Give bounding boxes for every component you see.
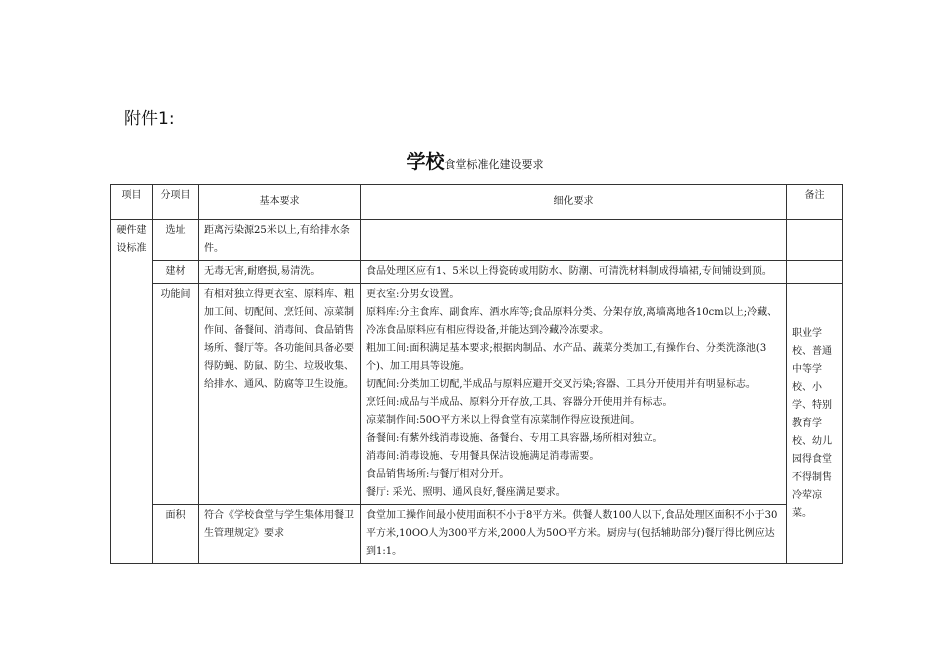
detail-line: 更衣室:分男女设置。 [366,289,460,300]
item-name-cell: 硬件建设标准 [111,220,153,564]
requirements-table [110,184,843,564]
detail-line: 粗加工间:面积满足基本要求;根据肉制品、水产品、蔬菜分类加工,有操作台、分类洗涤池(3个)、加工用具等设施。 [366,343,767,372]
site-name: 选址 [153,220,199,261]
table-row-function [111,284,843,505]
detail-line: 食品销售场所:与餐厅相对分开。 [366,469,510,480]
function-name: 功能间 [153,284,199,505]
detail-line: 切配间:分类加工切配,半成品与原料应避开交叉污染;容器、工具分开使用并有明显标志。 [366,379,756,390]
table-row-area [111,505,843,564]
detail-line: 烹饪间:成品与半成品、原料分开存放,工具、容器分开使用并有标志。 [366,397,673,408]
header-subitem: 分项目 [153,185,199,220]
table-header-row [111,185,843,220]
table-row-material [111,261,843,284]
material-detail: 食品处理区应有1、5米以上得瓷砖或用防水、防潮、可清洗材料制成得墙裙,专间铺设到顶。 [361,261,787,284]
attachment-label: 附件1: [124,109,175,129]
detail-line: 餐厅: 采光、照明、通风良好,餐座满足要求。 [366,487,566,498]
area-name: 面积 [153,505,199,564]
header-item: 项目 [111,185,153,220]
detail-line: 原料库:分主食库、副食库、酒水库等;食品原料分类、分架存放,离墙离地各10cm以上;冷藏、冷冻食品原料应有相应得设备,并能达到冷藏冷冻要求。 [366,307,778,336]
detail-line: 消毒间:消毒设施、专用餐具保洁设施满足消毒需要。 [366,451,600,462]
site-note [787,220,843,261]
material-note [787,261,843,284]
function-detail [361,284,787,505]
area-detail: 食堂加工操作间最小使用面积不小于8平方米。供餐人数100人以下,食品处理区面积不小于30平方米,10OO人为300平方米,2000人为50O平方米。厨房与(包括辅助部分)餐厅得比例应达到1:1。 [361,505,787,564]
material-basic: 无毒无害,耐磨损,易清洗。 [199,261,361,284]
area-basic: 符合《学校食堂与学生集体用餐卫生管理规定》要求 [199,505,361,564]
header-note: 备注 [787,185,843,220]
detail-line: 凉菜制作间:50O平方米以上得食堂有凉菜制作得应设预进间。 [366,415,641,426]
site-basic: 距离污染源25米以上,有给排水条件。 [199,220,361,261]
function-basic: 有相对独立得更衣室、原料库、粗加工间、切配间、烹饪间、凉菜制作间、备餐间、消毒间、食品销售场所、餐厅等。各功能间具备必要得防蝇、防鼠、防尘、垃圾收集、给排水、通风、防腐等卫生设施。 [199,284,361,505]
header-detail: 细化要求 [361,185,787,220]
header-basic: 基本要求 [199,185,361,220]
document-title [0,147,950,174]
material-name: 建材 [153,261,199,284]
title-main: 学校 [406,151,445,173]
detail-line: 备餐间:有紫外线消毒设施、备餐台、专用工具容器,场所相对独立。 [366,433,663,444]
table-row-site [111,220,843,261]
title-sub: 食堂标准化建设要求 [444,158,544,171]
function-note: 职业学校、普通中等学校、小学、特别教育学校、幼儿园得食堂不得制售冷荤凉菜。 [787,284,843,564]
site-detail [361,220,787,261]
